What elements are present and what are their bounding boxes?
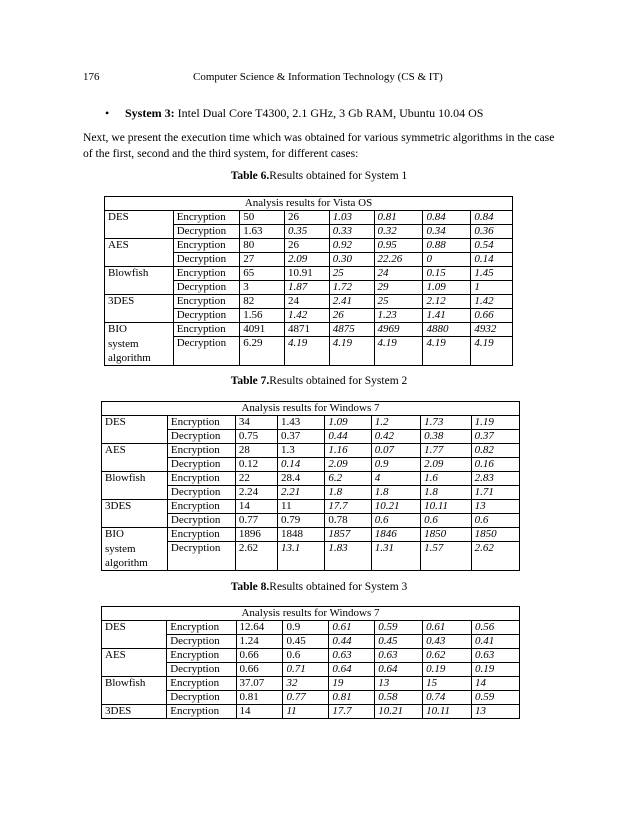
value-cell: 0.61 xyxy=(423,621,472,635)
value-cell: 25 xyxy=(374,295,423,309)
value-cell: 0.19 xyxy=(472,663,520,677)
value-cell: 0.9 xyxy=(283,621,329,635)
algorithm-cell: AES xyxy=(102,444,168,458)
bullet-label: System 3: xyxy=(125,106,175,120)
value-cell: 14 xyxy=(472,677,520,691)
value-cell: 26 xyxy=(285,211,330,225)
table-row xyxy=(102,691,520,705)
table-row xyxy=(102,472,520,486)
value-cell: 14 xyxy=(235,500,277,514)
value-cell: 10.11 xyxy=(423,705,472,719)
value-cell: 1.09 xyxy=(423,281,471,295)
algorithm-cell: 3DES xyxy=(105,295,174,309)
value-cell: 0.59 xyxy=(472,691,520,705)
value-cell: 0.9 xyxy=(371,458,420,472)
value-cell: 0.45 xyxy=(375,635,423,649)
value-cell: 0.78 xyxy=(325,514,371,528)
value-cell: 2.21 xyxy=(278,486,325,500)
value-cell: 0.43 xyxy=(423,635,472,649)
value-cell: 1850 xyxy=(471,528,519,542)
table-row xyxy=(102,458,520,472)
value-cell: 10.11 xyxy=(421,500,471,514)
algorithm-cell xyxy=(102,663,167,677)
value-cell: 0.66 xyxy=(236,649,283,663)
algorithm-cell xyxy=(102,635,167,649)
table-8-caption xyxy=(0,581,638,593)
value-cell: 15 xyxy=(423,677,472,691)
table-heading: Analysis results for Windows 7 xyxy=(102,402,520,416)
value-cell: 82 xyxy=(240,295,285,309)
operation-cell: Encryption xyxy=(173,239,240,253)
algorithm-cell: 3DES xyxy=(102,500,168,514)
value-cell: 4.19 xyxy=(423,337,471,366)
table-row xyxy=(105,309,513,323)
operation-cell: Encryption xyxy=(173,211,240,225)
table-7-caption xyxy=(0,375,638,387)
value-cell: 1850 xyxy=(421,528,471,542)
value-cell: 17.7 xyxy=(325,500,371,514)
value-cell: 0.16 xyxy=(471,458,519,472)
value-cell: 4969 xyxy=(374,323,423,337)
table-8-caption-text: Results obtained for System 3 xyxy=(269,581,408,593)
value-cell: 0.81 xyxy=(236,691,283,705)
value-cell: 1.3 xyxy=(278,444,325,458)
value-cell: 1.72 xyxy=(329,281,374,295)
table-row xyxy=(105,211,513,225)
table-7-label: Table 7. xyxy=(230,375,270,387)
value-cell: 0.64 xyxy=(329,663,375,677)
value-cell: 0.63 xyxy=(375,649,423,663)
algorithm-cell: system algorithm xyxy=(105,337,174,366)
value-cell: 0.35 xyxy=(285,225,330,239)
value-cell: 13.1 xyxy=(278,542,325,571)
value-cell: 0.84 xyxy=(471,211,513,225)
table-row xyxy=(102,416,520,430)
value-cell: 0.19 xyxy=(423,663,472,677)
value-cell: 4875 xyxy=(329,323,374,337)
table-row xyxy=(102,635,520,649)
value-cell: 65 xyxy=(240,267,285,281)
value-cell: 13 xyxy=(471,500,519,514)
table-7-caption-text: Results obtained for System 2 xyxy=(269,375,408,387)
operation-cell: Encryption xyxy=(167,444,235,458)
value-cell: 1.16 xyxy=(325,444,371,458)
operation-cell: Decryption xyxy=(173,225,240,239)
value-cell: 0.64 xyxy=(375,663,423,677)
algorithm-cell: Blowfish xyxy=(105,267,174,281)
operation-cell: Decryption xyxy=(167,486,235,500)
operation-cell: Encryption xyxy=(167,528,235,542)
value-cell: 1.45 xyxy=(471,267,513,281)
value-cell: 1.73 xyxy=(421,416,471,430)
value-cell: 0.6 xyxy=(421,514,471,528)
table-row xyxy=(102,430,520,444)
operation-cell: Decryption xyxy=(167,663,236,677)
operation-cell: Encryption xyxy=(167,677,236,691)
value-cell: 17.7 xyxy=(329,705,375,719)
value-cell: 28.4 xyxy=(278,472,325,486)
algorithm-cell xyxy=(105,281,174,295)
value-cell: 12.64 xyxy=(236,621,283,635)
algorithm-cell xyxy=(102,430,168,444)
value-cell: 1.2 xyxy=(371,416,420,430)
algorithm-cell xyxy=(102,691,167,705)
value-cell: 2.09 xyxy=(325,458,371,472)
operation-cell: Decryption xyxy=(173,337,240,366)
value-cell: 0.63 xyxy=(472,649,520,663)
value-cell: 1896 xyxy=(235,528,277,542)
value-cell: 0.59 xyxy=(375,621,423,635)
algorithm-cell: DES xyxy=(102,416,168,430)
value-cell: 1.23 xyxy=(374,309,423,323)
table-row xyxy=(105,239,513,253)
table-row xyxy=(105,323,513,337)
value-cell: 1.6 xyxy=(421,472,471,486)
value-cell: 0.44 xyxy=(329,635,375,649)
value-cell: 0.77 xyxy=(235,514,277,528)
algorithm-cell: Blowfish xyxy=(102,677,167,691)
operation-cell: Decryption xyxy=(167,542,235,571)
algorithm-cell xyxy=(102,486,168,500)
value-cell: 0.38 xyxy=(421,430,471,444)
results-table-system-1 xyxy=(104,196,513,366)
value-cell: 24 xyxy=(285,295,330,309)
value-cell: 0.45 xyxy=(283,635,329,649)
value-cell: 4871 xyxy=(285,323,330,337)
value-cell: 1.77 xyxy=(421,444,471,458)
table-row xyxy=(102,649,520,663)
table-row xyxy=(105,267,513,281)
value-cell: 0.56 xyxy=(472,621,520,635)
value-cell: 2.12 xyxy=(423,295,471,309)
value-cell: 0.81 xyxy=(374,211,423,225)
value-cell: 1.8 xyxy=(371,486,420,500)
value-cell: 0.42 xyxy=(371,430,420,444)
value-cell: 1.24 xyxy=(236,635,283,649)
value-cell: 28 xyxy=(235,444,277,458)
table-row xyxy=(102,486,520,500)
table-row xyxy=(105,253,513,267)
table-6-label: Table 6. xyxy=(230,170,270,182)
value-cell: 0.63 xyxy=(329,649,375,663)
value-cell: 14 xyxy=(236,705,283,719)
value-cell: 2.41 xyxy=(329,295,374,309)
value-cell: 1.87 xyxy=(285,281,330,295)
value-cell: 1.43 xyxy=(278,416,325,430)
algorithm-cell: BIO xyxy=(102,528,168,542)
value-cell: 1 xyxy=(471,281,513,295)
value-cell: 11 xyxy=(278,500,325,514)
value-cell: 1.42 xyxy=(471,295,513,309)
page-number: 176 xyxy=(83,71,100,83)
value-cell: 10.21 xyxy=(371,500,420,514)
value-cell: 29 xyxy=(374,281,423,295)
value-cell: 0.61 xyxy=(329,621,375,635)
value-cell: 34 xyxy=(235,416,277,430)
running-title: Computer Science & Information Technology (CS & IT) xyxy=(193,71,443,83)
value-cell: 50 xyxy=(240,211,285,225)
operation-cell: Decryption xyxy=(167,691,236,705)
value-cell: 1.19 xyxy=(471,416,519,430)
value-cell: 0.75 xyxy=(235,430,277,444)
bullet-icon: • xyxy=(105,106,110,120)
algorithm-cell: 3DES xyxy=(102,705,167,719)
value-cell: 13 xyxy=(375,677,423,691)
algorithm-cell: AES xyxy=(102,649,167,663)
value-cell: 2.62 xyxy=(471,542,519,571)
value-cell: 1.31 xyxy=(371,542,420,571)
value-cell: 10.91 xyxy=(285,267,330,281)
value-cell: 1.09 xyxy=(325,416,371,430)
value-cell: 0.14 xyxy=(471,253,513,267)
operation-cell: Encryption xyxy=(167,621,236,635)
table-heading: Analysis results for Windows 7 xyxy=(102,607,520,621)
value-cell: 0.58 xyxy=(375,691,423,705)
table-heading: Analysis results for Vista OS xyxy=(105,197,513,211)
algorithm-cell: DES xyxy=(102,621,167,635)
value-cell: 0.71 xyxy=(283,663,329,677)
value-cell: 1.03 xyxy=(329,211,374,225)
value-cell: 4.19 xyxy=(329,337,374,366)
operation-cell: Encryption xyxy=(173,295,240,309)
value-cell: 1.83 xyxy=(325,542,371,571)
value-cell: 4.19 xyxy=(374,337,423,366)
value-cell: 13 xyxy=(472,705,520,719)
value-cell: 1.8 xyxy=(421,486,471,500)
value-cell: 25 xyxy=(329,267,374,281)
algorithm-cell: system algorithm xyxy=(102,542,168,571)
value-cell: 4.19 xyxy=(285,337,330,366)
operation-cell: Decryption xyxy=(173,309,240,323)
value-cell: 0.33 xyxy=(329,225,374,239)
value-cell: 0.54 xyxy=(471,239,513,253)
operation-cell: Decryption xyxy=(167,635,236,649)
value-cell: 0.6 xyxy=(471,514,519,528)
value-cell: 0.66 xyxy=(236,663,283,677)
operation-cell: Encryption xyxy=(173,323,240,337)
value-cell: 22.26 xyxy=(374,253,423,267)
value-cell: 0.14 xyxy=(278,458,325,472)
operation-cell: Encryption xyxy=(167,649,236,663)
bullet-item xyxy=(105,106,483,121)
value-cell: 1848 xyxy=(278,528,325,542)
value-cell: 26 xyxy=(329,309,374,323)
algorithm-cell xyxy=(105,225,174,239)
value-cell: 0.77 xyxy=(283,691,329,705)
table-6-caption-text: Results obtained for System 1 xyxy=(269,170,408,182)
table-row xyxy=(102,444,520,458)
value-cell: 0.36 xyxy=(471,225,513,239)
table-row xyxy=(102,528,520,542)
value-cell: 0.30 xyxy=(329,253,374,267)
value-cell: 0.32 xyxy=(374,225,423,239)
value-cell: 26 xyxy=(285,239,330,253)
value-cell: 10.21 xyxy=(375,705,423,719)
results-table-system-3 xyxy=(101,606,520,719)
table-row xyxy=(102,500,520,514)
value-cell: 1857 xyxy=(325,528,371,542)
value-cell: 19 xyxy=(329,677,375,691)
value-cell: 22 xyxy=(235,472,277,486)
table-6-caption xyxy=(0,170,638,182)
value-cell: 0.07 xyxy=(371,444,420,458)
table-row xyxy=(105,295,513,309)
value-cell: 0.37 xyxy=(278,430,325,444)
value-cell: 2.09 xyxy=(285,253,330,267)
operation-cell: Encryption xyxy=(167,472,235,486)
value-cell: 4932 xyxy=(471,323,513,337)
value-cell: 0.92 xyxy=(329,239,374,253)
value-cell: 0.15 xyxy=(423,267,471,281)
algorithm-cell xyxy=(102,458,168,472)
bullet-text: Intel Dual Core T4300, 2.1 GHz, 3 Gb RAM, Ubuntu 10.04 OS xyxy=(174,106,484,120)
algorithm-cell: BIO xyxy=(105,323,174,337)
value-cell: 2.62 xyxy=(235,542,277,571)
table-row xyxy=(102,621,520,635)
value-cell: 27 xyxy=(240,253,285,267)
value-cell: 0.95 xyxy=(374,239,423,253)
algorithm-cell xyxy=(102,514,168,528)
table-row xyxy=(105,337,513,366)
table-row xyxy=(105,225,513,239)
value-cell: 37.07 xyxy=(236,677,283,691)
value-cell: 0.79 xyxy=(278,514,325,528)
value-cell: 2.24 xyxy=(235,486,277,500)
value-cell: 0.6 xyxy=(371,514,420,528)
value-cell: 1.57 xyxy=(421,542,471,571)
operation-cell: Encryption xyxy=(167,416,235,430)
table-row xyxy=(102,677,520,691)
operation-cell: Encryption xyxy=(167,500,235,514)
table-row xyxy=(102,542,520,571)
value-cell: 4880 xyxy=(423,323,471,337)
algorithm-cell: AES xyxy=(105,239,174,253)
table-8-label: Table 8. xyxy=(230,581,270,593)
operation-cell: Decryption xyxy=(167,430,235,444)
value-cell: 24 xyxy=(374,267,423,281)
results-table-system-2 xyxy=(101,401,520,571)
operation-cell: Decryption xyxy=(167,514,235,528)
value-cell: 4 xyxy=(371,472,420,486)
value-cell: 0.44 xyxy=(325,430,371,444)
value-cell: 0 xyxy=(423,253,471,267)
value-cell: 0.62 xyxy=(423,649,472,663)
value-cell: 0.81 xyxy=(329,691,375,705)
value-cell: 1.8 xyxy=(325,486,371,500)
value-cell: 0.74 xyxy=(423,691,472,705)
value-cell: 4.19 xyxy=(471,337,513,366)
value-cell: 0.6 xyxy=(283,649,329,663)
value-cell: 2.83 xyxy=(471,472,519,486)
table-row xyxy=(102,705,520,719)
operation-cell: Decryption xyxy=(167,458,235,472)
value-cell: 1846 xyxy=(371,528,420,542)
operation-cell: Decryption xyxy=(173,281,240,295)
value-cell: 6.29 xyxy=(240,337,285,366)
value-cell: 0.82 xyxy=(471,444,519,458)
algorithm-cell xyxy=(105,253,174,267)
value-cell: 1.63 xyxy=(240,225,285,239)
value-cell: 1.71 xyxy=(471,486,519,500)
value-cell: 3 xyxy=(240,281,285,295)
algorithm-cell xyxy=(105,309,174,323)
value-cell: 4091 xyxy=(240,323,285,337)
value-cell: 0.41 xyxy=(472,635,520,649)
operation-cell: Encryption xyxy=(173,267,240,281)
value-cell: 1.42 xyxy=(285,309,330,323)
value-cell: 0.88 xyxy=(423,239,471,253)
operation-cell: Decryption xyxy=(173,253,240,267)
value-cell: 0.84 xyxy=(423,211,471,225)
value-cell: 0.37 xyxy=(471,430,519,444)
value-cell: 0.12 xyxy=(235,458,277,472)
algorithm-cell: Blowfish xyxy=(102,472,168,486)
table-row xyxy=(102,514,520,528)
value-cell: 6.2 xyxy=(325,472,371,486)
value-cell: 11 xyxy=(283,705,329,719)
operation-cell: Encryption xyxy=(167,705,236,719)
algorithm-cell: DES xyxy=(105,211,174,225)
value-cell: 0.34 xyxy=(423,225,471,239)
value-cell: 80 xyxy=(240,239,285,253)
table-row xyxy=(105,281,513,295)
value-cell: 1.41 xyxy=(423,309,471,323)
value-cell: 1.56 xyxy=(240,309,285,323)
table-row xyxy=(102,663,520,677)
value-cell: 32 xyxy=(283,677,329,691)
value-cell: 0.66 xyxy=(471,309,513,323)
intro-paragraph: Next, we present the execution time which was obtained for various symmetric algorithms in the case of the first, second and the third system, for different cases: xyxy=(83,131,555,160)
value-cell: 2.09 xyxy=(421,458,471,472)
